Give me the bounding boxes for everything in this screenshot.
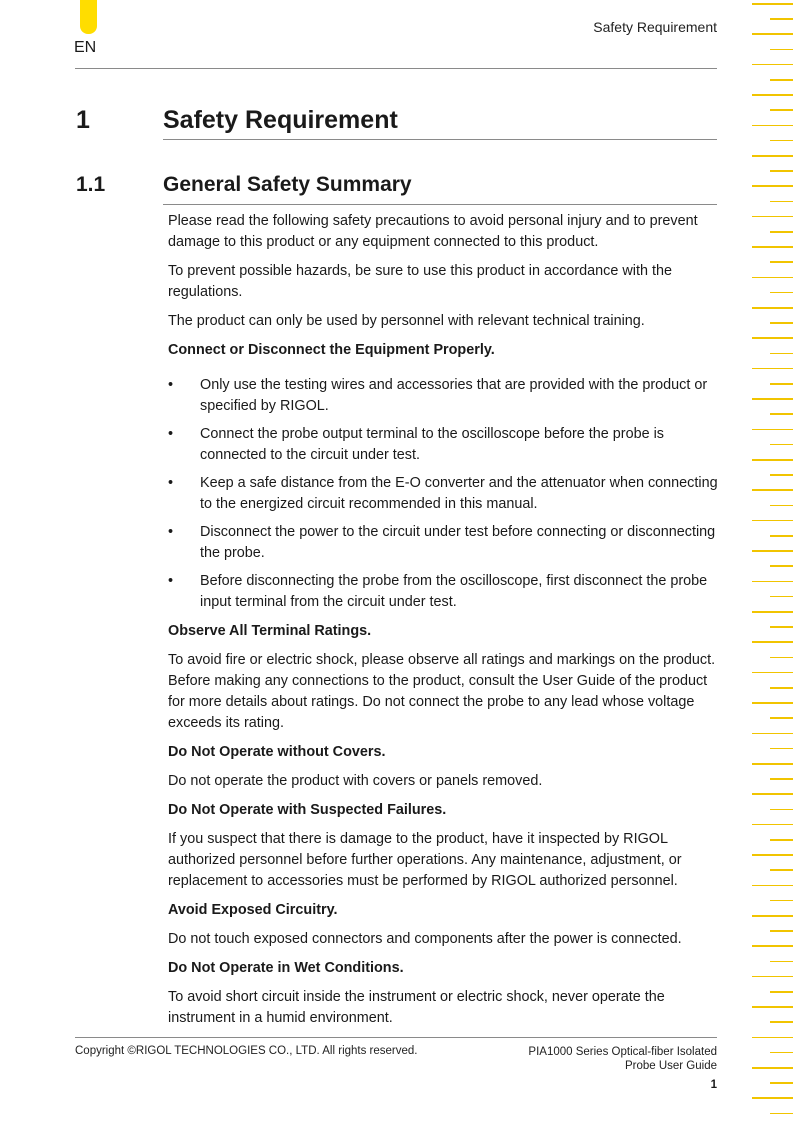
- thumb-index-line: [770, 809, 793, 811]
- bullet-marker: •: [168, 573, 174, 589]
- connect-bullet-list: [168, 375, 720, 613]
- chapter-title-underline: [163, 139, 717, 140]
- thumb-index-line: [770, 201, 793, 203]
- list-item-text: Keep a safe distance from the E-O converter and the attenuator when connecting to the energized circuit recommended in this manual.: [200, 475, 718, 512]
- thumb-index-line: [752, 611, 793, 613]
- thumb-index-line: [752, 672, 793, 674]
- thumb-index-line: [752, 33, 793, 35]
- thumb-index-line: [752, 1006, 793, 1008]
- thumb-index-line: [770, 383, 793, 385]
- thumb-index-line: [752, 216, 793, 218]
- section-title-underline: [163, 204, 717, 205]
- intro-paragraph: Please read the following safety precautions to avoid personal injury and to prevent damage to this product or any equipment connected to this product.: [168, 213, 698, 250]
- list-item: [168, 522, 720, 564]
- intro-paragraph: The product can only be used by personnel with relevant technical training.: [168, 313, 645, 329]
- thumb-index-line: [770, 79, 793, 81]
- thumb-index-line: [770, 687, 793, 689]
- thumb-index-line: [770, 778, 793, 780]
- section-body: [168, 211, 720, 1037]
- bullet-marker: •: [168, 377, 174, 393]
- thumb-index-line: [752, 94, 793, 96]
- list-item-text: Disconnect the power to the circuit under test before connecting or disconnecting the probe.: [200, 524, 716, 561]
- thumb-index-line: [770, 231, 793, 233]
- wet-heading: Do Not Operate in Wet Conditions.: [168, 960, 404, 976]
- thumb-index-line: [752, 277, 793, 279]
- thumb-index-line: [752, 1067, 793, 1069]
- circuitry-paragraph: Do not touch exposed connectors and components after the power is connected.: [168, 931, 682, 947]
- thumb-index-line: [752, 976, 793, 978]
- thumb-index-line: [752, 307, 793, 309]
- thumb-index-line: [752, 733, 793, 735]
- thumb-index-line: [770, 991, 793, 993]
- thumb-index-line: [770, 170, 793, 172]
- thumb-index-line: [770, 1052, 793, 1054]
- chapter-title: Safety Requirement: [163, 106, 398, 134]
- list-item-text: Only use the testing wires and accessories that are provided with the product or specified by RIGOL.: [200, 377, 708, 414]
- thumb-index-line: [770, 565, 793, 567]
- failures-paragraph: If you suspect that there is damage to the product, have it inspected by RIGOL authorized personnel before further operations. Any maintenance, adjustment, or replacement to accessories must be performed by RIGOL authorized personnel.: [168, 831, 682, 889]
- thumb-index-line: [770, 18, 793, 20]
- intro-paragraph: To prevent possible hazards, be sure to use this product in accordance with the regulations.: [168, 263, 672, 300]
- footer-document-title-line: PIA1000 Series Optical-fiber Isolated: [528, 1046, 717, 1058]
- thumb-index-line: [752, 459, 793, 461]
- bullet-marker: •: [168, 475, 174, 491]
- thumb-index-line: [752, 915, 793, 917]
- thumb-index-line: [752, 945, 793, 947]
- footer-copyright: Copyright ©RIGOL TECHNOLOGIES CO., LTD. All rights reserved.: [75, 1045, 418, 1057]
- thumb-index-line: [752, 854, 793, 856]
- thumb-index-line: [752, 246, 793, 248]
- thumb-index-line: [770, 322, 793, 324]
- thumb-index-line: [770, 961, 793, 963]
- thumb-index-line: [770, 140, 793, 142]
- thumb-index-line: [770, 535, 793, 537]
- language-code: EN: [74, 39, 97, 56]
- running-header-title: Safety Requirement: [593, 19, 717, 35]
- thumb-index-line: [770, 109, 793, 111]
- chapter-number: 1: [76, 106, 90, 134]
- thumb-index-line: [770, 1082, 793, 1084]
- thumb-index-line: [752, 368, 793, 370]
- thumb-index-line: [770, 413, 793, 415]
- thumb-index-line: [752, 125, 793, 127]
- thumb-index-line: [770, 748, 793, 750]
- thumb-index-line: [752, 489, 793, 491]
- list-item: [168, 571, 720, 613]
- thumb-index-line: [770, 292, 793, 294]
- page-number: 1: [710, 1079, 717, 1091]
- thumb-index-line: [770, 49, 793, 51]
- thumb-index-line: [770, 657, 793, 659]
- thumb-index-line: [752, 185, 793, 187]
- thumb-index-line: [752, 763, 793, 765]
- language-tab-marker: [80, 0, 97, 34]
- bullet-marker: •: [168, 426, 174, 442]
- thumb-index-line: [770, 1113, 793, 1115]
- thumb-index-line: [752, 3, 793, 5]
- section-title: General Safety Summary: [163, 173, 412, 196]
- thumb-index-line: [752, 702, 793, 704]
- thumb-index-line: [752, 429, 793, 431]
- thumb-index-line: [752, 1037, 793, 1039]
- thumb-index-line: [770, 869, 793, 871]
- thumb-index-line: [752, 520, 793, 522]
- thumb-index-line: [752, 550, 793, 552]
- ratings-paragraph: To avoid fire or electric shock, please observe all ratings and markings on the product. Before making any connections to the product, consult the User Guide of the product for more details about ratings. Do not connect the probe to any lead whose voltage exceeds its rating.: [168, 652, 716, 731]
- ratings-heading: Observe All Terminal Ratings.: [168, 623, 372, 639]
- thumb-index-lines: [752, 0, 793, 1122]
- thumb-index-line: [770, 474, 793, 476]
- thumb-index-line: [752, 155, 793, 157]
- thumb-index-line: [752, 641, 793, 643]
- footer-divider: [75, 1037, 717, 1038]
- covers-paragraph: Do not operate the product with covers or panels removed.: [168, 773, 543, 789]
- thumb-index-line: [770, 261, 793, 263]
- footer-document-title-line: Probe User Guide: [624, 1060, 717, 1072]
- connect-heading: Connect or Disconnect the Equipment Properly.: [168, 342, 495, 358]
- circuitry-heading: Avoid Exposed Circuitry.: [168, 902, 338, 918]
- thumb-index-line: [770, 505, 793, 507]
- thumb-index-line: [752, 793, 793, 795]
- list-item: [168, 424, 720, 466]
- thumb-index-line: [752, 824, 793, 826]
- list-item-text: Before disconnecting the probe from the oscilloscope, first disconnect the probe input terminal from the circuit under test.: [200, 573, 708, 610]
- covers-heading: Do Not Operate without Covers.: [168, 744, 386, 760]
- thumb-index-line: [770, 626, 793, 628]
- wet-paragraph: To avoid short circuit inside the instrument or electric shock, never operate the instrument in a humid environment.: [168, 989, 665, 1026]
- thumb-index-line: [770, 596, 793, 598]
- thumb-index-line: [752, 337, 793, 339]
- thumb-index-line: [770, 717, 793, 719]
- thumb-index-line: [770, 930, 793, 932]
- thumb-index-line: [770, 353, 793, 355]
- thumb-index-line: [770, 900, 793, 902]
- thumb-index-line: [770, 839, 793, 841]
- thumb-index-line: [770, 444, 793, 446]
- bullet-marker: •: [168, 524, 174, 540]
- thumb-index-line: [752, 885, 793, 887]
- thumb-index-line: [752, 1097, 793, 1099]
- thumb-index-line: [752, 64, 793, 66]
- thumb-index-line: [752, 581, 793, 583]
- thumb-index-line: [770, 1021, 793, 1023]
- header-divider: [75, 68, 717, 69]
- failures-heading: Do Not Operate with Suspected Failures.: [168, 802, 447, 818]
- list-item-text: Connect the probe output terminal to the oscilloscope before the probe is connected to the circuit under test.: [200, 426, 664, 463]
- list-item: [168, 473, 720, 515]
- section-number: 1.1: [76, 173, 106, 196]
- thumb-index-line: [752, 398, 793, 400]
- footer-document-title: [528, 1045, 717, 1073]
- list-item: [168, 375, 720, 417]
